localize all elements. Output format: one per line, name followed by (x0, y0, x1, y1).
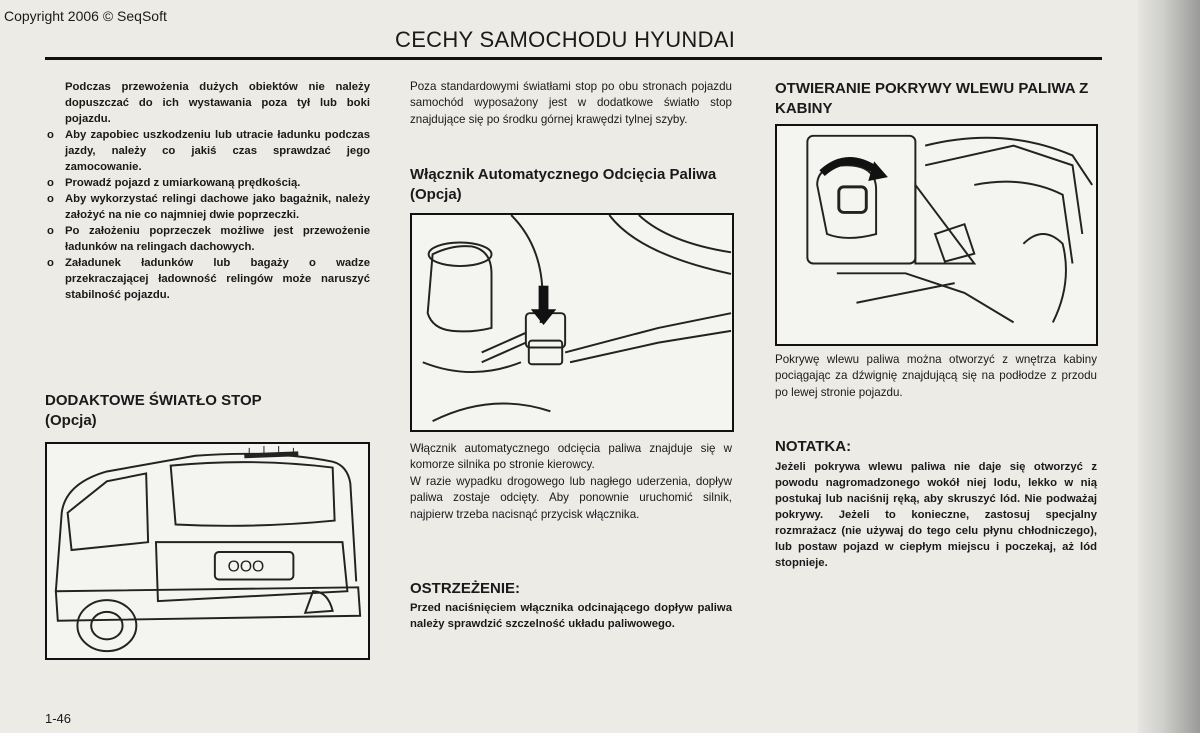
note-heading (775, 437, 1097, 457)
suv-rear-drawing (47, 444, 368, 658)
heading-text: Włącznik Automatycznego Odcięcia Paliwa (Opcja) (410, 166, 717, 203)
page-edge-shadow (1138, 0, 1200, 733)
heading-text: NOTATKA: (775, 438, 852, 455)
brake-light-description: Poza standardowymi światłami stop po obu stronach pojazdu samochód wyposażony jest w dodatkowe światło stop znajdujące się po środku górnej krawędzi tylnej szyby. (410, 80, 732, 126)
warning-text-block (410, 600, 732, 632)
svg-text:OOO: OOO (227, 558, 265, 576)
cargo-list (45, 79, 370, 127)
cargo-bullets (45, 127, 370, 303)
header-divider (45, 57, 1102, 60)
column-right-body (775, 352, 1097, 401)
cargo-intro: Podczas przewożenia dużych obiektów nie należy dopuszczać do ich wystawania poza tył lub boki pojazdu. (65, 81, 370, 125)
column-middle-intro (410, 79, 732, 128)
column-middle-body (410, 441, 732, 523)
list-item: o Po założeniu poprzeczek możliwe jest przewożenie ładunków na relingach dachowych. (45, 223, 370, 255)
car-rear-illustration (45, 442, 370, 660)
heading-line: DODAKTOWE ŚWIATŁO STOP (45, 392, 262, 409)
page-number: 1-46 (45, 711, 72, 726)
section-heading-fuel-cutoff (410, 165, 732, 205)
switch-location-paragraph: Włącznik automatycznego odcięcia paliwa znajduje się w komorze silnika po stronie kierowcy. (410, 442, 732, 472)
heading-text: OTWIERANIE POKRYWY WLEWU PALIWA Z KABINY (775, 80, 1089, 117)
fuel-door-illustration (775, 124, 1098, 346)
list-item: o Aby zapobiec uszkodzeniu lub utracie ładunku podczas jazdy, należy co jakiś czas sprawdzać jego zamocowanie. (45, 127, 370, 175)
fuel-door-paragraph: Pokrywę wlewu paliwa można otworzyć z wnętrza kabiny pociągając za dźwignię znajdującą się na podłodze z przodu po lewej stronie pojazdu. (775, 353, 1097, 399)
copyright-notice: Copyright 2006 © SeqSoft (4, 8, 167, 24)
warning-text: Przed naciśnięciem włącznika odcinającego dopływ paliwa należy sprawdzić szczelność układu paliwowego. (410, 602, 732, 630)
heading-text: OSTRZEŻENIE: (410, 580, 521, 597)
section-heading-fuel-door (775, 79, 1095, 119)
fuel-cutoff-switch-illustration (410, 213, 734, 432)
section-heading-brake-light (45, 391, 370, 431)
fuel-door-drawing (777, 126, 1096, 344)
page-title: CECHY SAMOCHODU HYUNDAI (395, 27, 736, 52)
engine-bay-drawing (412, 215, 732, 430)
list-item: o Aby wykorzystać relingi dachowe jako bagażnik, należy założyć na nie co najmniej dwie poprzeczki. (45, 191, 370, 223)
switch-reset-paragraph: W razie wypadku drogowego lub nagłego uderzenia, dopływ paliwa zostaje odcięty. Aby ponownie uruchomić silnik, najpierw trzeba nacisnąć przycisk włącznika. (410, 474, 732, 521)
heading-line: (Opcja) (45, 412, 97, 429)
column-left (45, 79, 370, 303)
warning-heading (410, 579, 732, 599)
note-text-block (775, 459, 1097, 571)
list-item: o Prowadź pojazd z umiarkowaną prędkością. (45, 175, 370, 191)
note-text: Jeżeli pokrywa wlewu paliwa nie daje się otworzyć z powodu nagromadzonego wokół niej lodu, lekko w nią postukaj lub naciśnij ręką, aby skruszyć lód. Nie podważaj pokrywy. Jeżeli to konieczne, zastosuj specjalny rozmrażacz (nie używaj do tego celu płynu chłodniczego), lub postaw pojazd w ciepłym miejscu i poczekaj, aż lód stopnieje. (775, 461, 1097, 569)
list-item: o Załadunek ładunków lub bagaży o wadze przekraczającej ładowność relingów może naruszyć stabilność pojazdu. (45, 255, 370, 303)
